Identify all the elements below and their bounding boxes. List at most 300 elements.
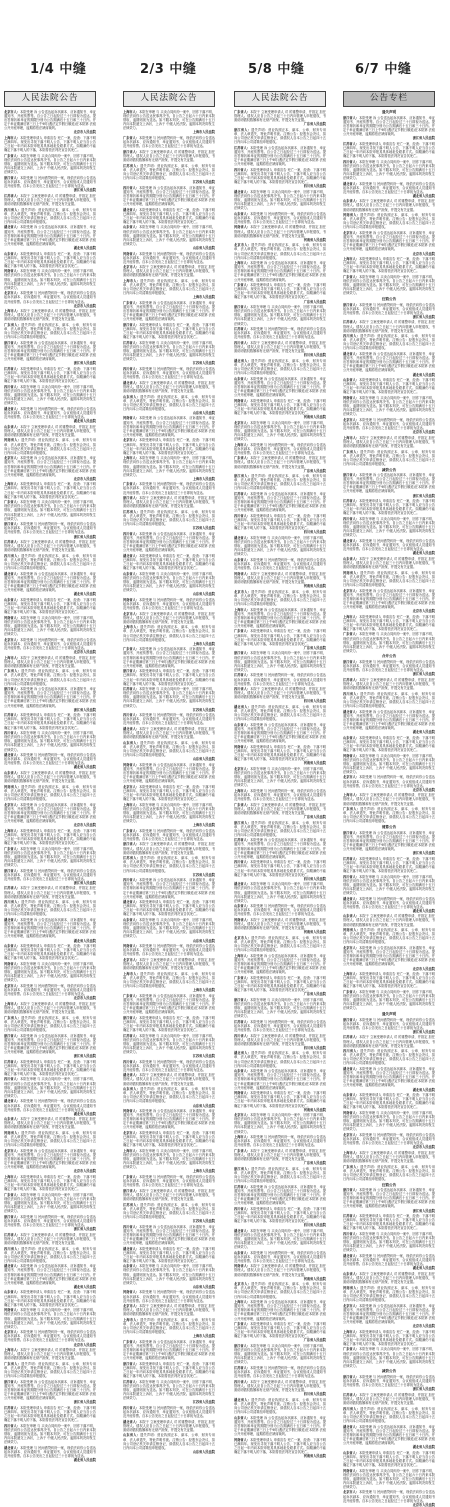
notice-item: 广东省人：本院于 立案受理申请人 对 的重整申请，并指定 担任管理人。债权人应自公告之日起三十日内向管理人申报债权，书面说明债权数额和有无财产担保，并提交有关证据。 广东省人民法院 (234, 802, 326, 819)
notice-item: 四川省人：本院于 立案受理申请人 对 的重整申请，并指定 担任管理人。债权人应自公告之日起三十日内向管理人申报债权，书面说明债权数额和有无财产担保，并提交有关证据。 四川省人民法院 (234, 340, 326, 358)
notice-item: 上海市人：本院受理申请人 申请宣告 死亡一案，经查：下落不明已满四年。现发出寻找下落不明人公告，下落不明人应当自公告之日起一年内向本院申报其具体地址及联系方式。如期满仍不能确定下落不明人的下落，本院将依法判决宣告其死亡。 (4, 136, 96, 153)
notice-item: 山东省人：本院受理申请人 申请宣告 死亡一案，经查：下落不明已满四年。现发出寻找下落不明人公告，下落不明人应当自公告之日起一年内向本院申报其具体地址及联系方式。如期满仍不能确定下落不明人的下落，本院将依法判决宣告其死亡。 (4, 1290, 96, 1307)
notice-item: 江苏省人：本院于 立案受理申请人 对 的重整申请，并指定 担任管理人。债权人应自公告之日起三十日内向管理人申报债权，书面说明债权数额和有无财产担保，并提交有关证据。 (4, 540, 96, 553)
notice-item: 四川省人：本院受理 与 民间借贷纠纷一案，现依法向你公告送达起诉状副本、应诉通知书、举证通知书、合议庭组成人员通知书及开庭传票。自本公告发出之日起经过三十日即视为送达。 (123, 366, 215, 380)
column-header-2: 人民法院公告 (123, 91, 215, 107)
notice-item: 山东省人：本院于 立案受理申请人 对 的重整申请，并指定 担任管理人。债权人应自公告之日起三十日内向管理人申报债权，书面说明债权数额和有无财产担保，并提交有关证据。 (343, 1271, 435, 1285)
notice-item: 上海市人：遗失声明：营业执照正本、副本、公章、财务专用章、法人章遗失，特此声明作废。注销公告：经股东会决议，拟向公司登记机关申请注销登记，请债权人自本公告之日起四十五日内向本公司清算组申报债权。 上海市人民法院 (123, 625, 216, 646)
notice-item: 广东省人：本院受理申请人 申请宣告 死亡一案，经查：下落不明已满四年。现发出寻找下落不明人公告，下落不明人应当自公告之日起一年内向本院申报其具体地址及联系方式。如期满仍不能确定下落不明人的下落，本院将依法判决宣告其死亡。 广东省人民法院 (234, 283, 326, 304)
notice-item: 江苏省人：本院于 立案受理申请人 对 的重整申请，并指定 担任管理人。债权人应自公告之日起三十日内向管理人申报债权，书面说明债权数额和有无财产担保，并提交有关证据。 (343, 1392, 435, 1406)
notice-item: 江苏省人：本院受理申请人 申请宣告 死亡一案，经查：下落不明已满四年。现发出寻找下落不明人公告，下落不明人应当自公告之日起一年内向本院申报其具体地址及联系方式。如期满仍不能确定下落不明人的下落，本院将依法判决宣告其死亡。 (4, 366, 96, 384)
notice-item: 山东省人：本院在审理 与 买卖合同纠纷一案中，因你下落不明，现依法向你公告送达民事判决书。自公告之日起六十日内来本院领取，逾期则视为送达。如不服本判决，可在公告期满后十五日内向本院递交上诉状，上诉于 中级人民法院。逾期本判决即发生法律效力。 山东省人民法院 (123, 1264, 215, 1289)
notice-item: 江苏省人：遗失声明：营业执照正本、副本、公章、财务专用章、法人章遗失，特此声明作废。注销公告：经股东会决议，拟向公司登记机关申请注销登记，请债权人自本公告之日起四十五日内向本公司清算组申报债权。 江苏省人民法院 (123, 163, 216, 184)
notice-item: 上海市人：本院受理申请人 申请宣告 死亡一案，经查：下落不明已满四年。现发出寻找下落不明人公告，下落不明人应当自公告之日起一年内向本院申报其具体地址及联系方式。如期满仍不能确定下落不明人的下落，本院将依法判决宣告其死亡。 (343, 614, 435, 631)
notice-item: 上海市人：本院受理申请人 申请宣告 死亡一案，经查：下落不明已满四年。现发出寻找下落不明人公告，下落不明人应当自公告之日起一年内向本院申报其具体地址及联系方式。如期满仍不能确定下落不明人的下落，本院将依法判决宣告其死亡。 (343, 257, 435, 274)
notice-item: 河南省人：遗失声明：营业执照正本、副本、公章、财务专用章、法人章遗失，特此声明作废。注销公告：经股东会决议，拟向公司登记机关申请注销登记，请债权人自本公告之日起四十五日内向本公司清算组申报债权。 (4, 438, 97, 455)
notice-item: 河南省人：本院受理申请人 申请宣告 死亡一案，经查：下落不明已满四年。现发出寻找下落不明人公告，下落不明人应当自公告之日起一年内向本院申报其具体地址及联系方式。如期满仍不能确定下落不明人的下落，本院将依法判决宣告其死亡。 河南省人民法院 (234, 398, 326, 419)
notice-item: 四川省人：本院受理申请人 申请宣告 死亡一案，经查：下落不明已满四年。现发出寻找下落不明人公告，下落不明人应当自公告之日起一年内向本院申报其具体地址及联系方式。如期满仍不能确定下落不明人的下落，本院将依法判决宣告其死亡。 四川省人民法院 (234, 514, 326, 535)
notice-banner: 减资公告 (381, 1369, 397, 1374)
notice-item: 湖北省人：本院于 立案受理申请人 对 的重整申请，并指定 担任管理人。债权人应自公告之日起三十日内向管理人申报债权，书面说明债权数额和有无财产担保，并提交有关证据。 (123, 727, 215, 740)
notice-item: 北京市人：本院受理 与 民间借贷纠纷一案，现依法向你公告送达起诉状副本、应诉通知书、举证通知书、合议庭组成人员通知书及开庭传票。自本公告发出之日起经过三十日即视为送达。 北京市人民法院 (343, 775, 435, 792)
notice-item: 北京市人：本院在审理 与 买卖合同纠纷一案中，因你下落不明，现依法向你公告送达民事判决书。自公告之日起六十日内来本院领取，逾期则视为送达。如不服本判决，可在公告期满后十五日内向本院递交上诉状，上诉于 中级人民法院。逾期本判决即发生法律效力。 (234, 420, 326, 441)
notice-item: 上海市人：本院于 立案受理申请人 对 的重整申请，并指定 担任管理人。债权人应自公告之日起三十日内向管理人申报债权，书面说明债权数额和有无财产担保，并提交有关证据。 (343, 793, 435, 806)
notice-item: 四川省人：本院在审理 与 买卖合同纠纷一案中，因你下落不明，现依法向你公告送达民事判决书。自公告之日起六十日内来本院领取，逾期则视为送达。如不服本判决，可在公告期满后十五日内向本院递交上诉状，上诉于 中级人民法院。逾期本判决即发生法律效力。 (343, 517, 435, 538)
notice-item: 广东省人：遗失声明：营业执照正本、副本、公章、财务专用章、法人章遗失，特此声明作废。注销公告：经股东会决议，拟向公司登记机关申请注销登记，请债权人自本公告之日起四十五日内向本公司清算组申报债权。 (343, 449, 436, 466)
notice-item: 山东省人：本院受理 与 民间借贷纠纷一案，现依法向你公告送达起诉状副本、应诉通知书、举证通知书、合议庭组成人员通知书及开庭传票。自本公告发出之日起经过三十日即视为送达。 (234, 211, 326, 224)
notice-item: 四川省人：本院受理申请人 申请宣告 死亡一案，经查：下落不明已满四年。现发出寻找下落不明人公告，下落不明人应当自公告之日起一年内向本院申报其具体地址及联系方式。如期满仍不能确定下落不明人的下落，本院将依法判决宣告其死亡。 四川省人民法院 (234, 167, 326, 189)
notice-item: 上海市人：本院于 立案受理申请人 对 的重整申请，并指定 担任管理人。债权人应自公告之日起三十日内向管理人申报债权，书面说明债权数额和有无财产担保，并提交有关证据。 (343, 435, 435, 449)
notice-item: 广东省人：本院于 立案受理申请人 对 的重整申请，并指定 担任管理人。债权人应自公告之日起三十日内向管理人申报债权，书面说明债权数额和有无财产担保，并提交有关证据。 广东省人民法院 (234, 110, 326, 127)
notice-item: 四川省人：本院在审理 与 买卖合同纠纷一案中，因你下落不明，现依法向你公告送达民事判决书。自公告之日起六十日内来本院领取，逾期则视为送达。如不服本判决，可在公告期满后十五日内向本院递交上诉状，上诉于 中级人民法院。逾期本判决即发生法律效力。 (4, 1423, 96, 1445)
label-5-8: 5/8 中缝 (248, 62, 305, 77)
notice-item: 山东省人：本院受理 与 民间借贷纠纷一案，现依法向你公告送达起诉状副本、应诉通知书、举证通知书、合议庭组成人员通知书及开庭传票。自本公告发出之日起经过三十日即视为送达。 (234, 904, 326, 917)
notice-item: 广东省人：本院受理 与 民间借贷纠纷一案，现依法向你公告送达起诉状副本、应诉通知书、举证通知书、合议庭组成人员通知书及开庭传票。自本公告发出之日起经过三十日即视为送达。 (123, 828, 215, 841)
notice-item: 湖北省人：本院受理 诉 公告送达起诉状副本、应诉通知书、举证通知书、开庭传票等。自公告之日起经过三十日即视为送达。提出答辩状和举证的期限分别为公告期满后十五日和三十日内。并定于举证期满后第三日上午9时(遇法定节假日顺延)在本院第 法庭公开开庭审理，逾期将依法缺席裁判。 湖北省人民法院 (4, 571, 96, 597)
notice-item: 北京市人：本院于 立案受理申请人 对 的重整申请，并指定 担任管理人。债权人应自公告之日起三十日内向管理人申报债权，书面说明债权数额和有无财产担保，并提交有关证据。 (123, 265, 215, 278)
notice-item: 湖北省人：本院受理申请人 申请宣告 死亡一案，经查：下落不明已满四年。现发出寻找下落不明人公告，下落不明人应当自公告之日起一年内向本院申报其具体地址及联系方式。如期满仍不能确定下落不明人的下落，本院将依法判决宣告其死亡。 (123, 900, 215, 917)
notice-item: 江苏省人：本院受理 诉 公告送达起诉状副本、应诉通知书、举证通知书、开庭传票等。自公告之日起经过三十日即视为送达。提出答辩状和举证的期限分别为公告期满后十五日和三十日内。并定于举证期满后第三日上午9时(遇法定节假日顺延)在本院第 法庭公开开庭审理，逾期将依法缺席裁判。 (234, 492, 326, 513)
notice-item: 四川省人：本院受理 与 民间借贷纠纷一案，现依法向你公告送达起诉状副本、应诉通知书、举证通知书、合议庭组成人员通知书及开庭传票。自本公告发出之日起经过三十日即视为送达。 (123, 1059, 215, 1072)
notice-item: 湖北省人：本院受理 诉 公告送达起诉状副本、应诉通知书、举证通知书、开庭传票等。自公告之日起经过三十日即视为送达。提出答辩状和举证的期限分别为公告期满后十五日和三十日内。并定于举证期满后第三日上午9时(遇法定节假日顺延)在本院第 法庭公开开庭审理，逾期将依法缺席裁判。 湖北省人民法院 (343, 1067, 435, 1092)
notice-item: 湖北省人：本院在审理 与 买卖合同纠纷一案中，因你下落不明，现依法向你公告送达民事判决书。自公告之日起六十日内来本院领取，逾期则视为送达。如不服本判决，可在公告期满后十五日内向本院递交上诉状，上诉于 中级人民法院。逾期本判决即发生法律效力。 (234, 189, 326, 211)
notice-item: 浙江省人：本院受理 与 民间借贷纠纷一案，现依法向你公告送达起诉状副本、应诉通知书、举证通知书、合议庭组成人员通知书及开庭传票。自本公告发出之日起经过三十日即视为送达。 浙江省人民法院 (4, 175, 96, 193)
notice-item: 四川省人：本院在审理 与 买卖合同纠纷一案中，因你下落不明，现依法向你公告送达民事判决书。自公告之日起六十日内来本院领取，逾期则视为送达。如不服本判决，可在公告期满后十五日内向本院递交上诉状，上诉于 中级人民法院。逾期本判决即发生法律效力。 (343, 1232, 435, 1253)
notice-item: 四川省人：本院于 立案受理申请人 对 的重整申请，并指定 担任管理人。债权人应自公告之日起三十日内向管理人申报债权，书面说明债权数额和有无财产担保，并提交有关证据。 四川省人民法院 (234, 687, 326, 704)
notice-item: 上海市人：遗失声明：营业执照正本、副本、公章、财务专用章、法人章遗失，特此声明作废。注销公告：经股东会决议，拟向公司登记机关申请注销登记，请债权人自本公告之日起四十五日内向本公司清算组申报债权。 上海市人民法院 (123, 279, 216, 300)
notice-item: 广东省人：本院受理 与 民间借贷纠纷一案，现依法向你公告送达起诉状副本、应诉通知书、举证通知书、合议庭组成人员通知书及开庭传票。自本公告发出之日起经过三十日即视为送达。 (123, 136, 215, 149)
notice-item: 四川省人：遗失声明：营业执照正本、副本、公章、财务专用章、法人章遗失，特此声明作废。注销公告：经股东会决议，拟向公司登记机关申请注销登记，请债权人自本公告之日起四十五日内向本公司清算组申报债权。 (343, 691, 436, 708)
notice-item: 浙江省人：本院受理申请人 申请宣告 死亡一案，经查：下落不明已满四年。现发出寻找下落不明人公告，下落不明人应当自公告之日起一年内向本院申报其具体地址及联系方式。如期满仍不能确定下落不明人的下落，本院将依法判决宣告其死亡。 (123, 669, 215, 686)
notice-item: 河南省人：本院受理 与 民间借贷纠纷一案，现依法向你公告送达起诉状副本、应诉通知书、举证通知书、合议庭组成人员通知书及开庭传票。自本公告发出之日起经过三十日即视为送达。 (123, 251, 215, 264)
notice-item: 上海市人：本院受理 诉 公告送达起诉状副本、应诉通知书、举证通知书、开庭传票等。自公告之日起经过三十日即视为送达。提出答辩状和举证的期限分别为公告期满后十五日和三十日内。并定于举证期满后第三日上午9时(遇法定节假日顺延)在本院第 法庭公开开庭审理，逾期将依法缺席裁判。 (234, 953, 326, 975)
notice-item: 上海市人：本院于 立案受理申请人 对 的重整申请，并指定 担任管理人。债权人应自公告之日起三十日内向管理人申报债权，书面说明债权数额和有无财产担保，并提交有关证据。 (4, 309, 96, 322)
notice-item: 四川省人：本院受理申请人 申请宣告 死亡一案，经查：下落不明已满四年。现发出寻找下落不明人公告，下落不明人应当自公告之日起一年内向本院申报其具体地址及联系方式。如期满仍不能确定下落不明人的下落，本院将依法判决宣告其死亡。 四川省人民法院 (234, 860, 326, 881)
notice-item: 广东省人：本院受理申请人 申请宣告 死亡一案，经查：下落不明已满四年。现发出寻找下落不明人公告，下落不明人应当自公告之日起一年内向本院申报其具体地址及联系方式。如期满仍不能确定下落不明人的下落，本院将依法判决宣告其死亡。 广东省人民法院 (234, 629, 326, 650)
notice-banner: 遗失声明 (381, 110, 397, 114)
notice-item: 四川省人：本院受理 诉 公告送达起诉状副本、应诉通知书、举证通知书、开庭传票等。自公告之日起经过三十日即视为送达。提出答辩状和举证的期限分别为公告期满后十五日和三十日内。并定于举证期满后第三日上午9时(遇法定节假日顺延)在本院第 法庭公开开庭审理，逾期将依法缺席裁判。 (123, 185, 215, 206)
notice-item: 江苏省人：本院受理申请人 申请宣告 死亡一案，经查：下落不明已满四年。现发出寻找下落不明人公告，下落不明人应当自公告之日起一年内向本院申报其具体地址及联系方式。如期满仍不能确定下落不明人的下落，本院将依法判决宣告其死亡。 (343, 141, 435, 158)
notice-item: 上海市人：遗失声明：营业执照正本、副本、公章、财务专用章、法人章遗失，特此声明作废。注销公告：经股东会决议，拟向公司登记机关申请注销登记，请债权人自本公告之日起四十五日内向本公司清算组申报债权。 上海市人民法院 (123, 971, 216, 993)
notice-item: 广东省人：本院受理申请人 申请宣告 死亡一案，经查：下落不明已满四年。现发出寻找下落不明人公告，下落不明人应当自公告之日起一年内向本院申报其具体地址及联系方式。如期满仍不能确定下落不明人的下落，本院将依法判决宣告其死亡。 广东省人民法院 (234, 975, 326, 997)
notice-item: 湖北省人：遗失声明：营业执照正本、副本、公章、财务专用章、法人章遗失，特此声明作废。注销公告：经股东会决议，拟向公司登记机关申请注销登记，请债权人自本公告之日起四十五日内向本公司清算组申报债权。 (234, 1397, 327, 1414)
notice-item: 江苏省人：本院受理申请人 申请宣告 死亡一案，经查：下落不明已满四年。现发出寻找下落不明人公告，下落不明人应当自公告之日起一年内向本院申报其具体地址及联系方式。如期满仍不能确定下落不明人的下落，本院将依法判决宣告其死亡。 (4, 713, 96, 730)
notice-item: 浙江省人：本院在审理 与 买卖合同纠纷一案中，因你下落不明，现依法向你公告送达民事判决书。自公告之日起六十日内来本院领取，逾期则视为送达。如不服本判决，可在公告期满后十五日内向本院递交上诉状，上诉于 中级人民法院。逾期本判决即发生法律效力。 (234, 997, 326, 1019)
notice-item: 广东省人：本院在审理 与 买卖合同纠纷一案中，因你下落不明，现依法向你公告送达民事判决书。自公告之日起六十日内来本院领取，逾期则视为送达。如不服本判决，可在公告期满后十五日内向本院递交上诉状，上诉于 中级人民法院。逾期本判决即发生法律效力。 (343, 632, 435, 653)
notice-item: 广东省人：遗失声明：营业执照正本、副本、公章、财务专用章、法人章遗失，特此声明作废。注销公告：经股东会决议，拟向公司登记机关申请注销登记，请债权人自本公告之日起四十五日内向本公司清算组申报债权。 (343, 1164, 436, 1181)
column-3 (234, 91, 327, 1458)
notice-item: 湖北省人：遗失声明：营业执照正本、副本、公章、财务专用章、法人章遗失，特此声明作废。注销公告：经股东会决议，拟向公司登记机关申请注销登记，请债权人自本公告之日起四十五日内向本公司清算组申报债权。 (234, 705, 327, 722)
notice-item: 浙江省人：本院受理申请人 申请宣告 死亡一案，经查：下落不明已满四年。现发出寻找下落不明人公告，下落不明人应当自公告之日起一年内向本院申报其具体地址及联系方式。如期满仍不能确定下落不明人的下落，本院将依法判决宣告其死亡。 (123, 1361, 215, 1379)
notice-item: 河南省人：本院受理申请人 申请宣告 死亡一案，经查：下落不明已满四年。现发出寻找下落不明人公告，下落不明人应当自公告之日起一年内向本院申报其具体地址及联系方式。如期满仍不能确定下落不明人的下落，本院将依法判决宣告其死亡。 河南省人民法院 (234, 744, 326, 766)
notice-item: 山东省人：本院受理 诉 公告送达起诉状副本、应诉通知书、举证通知书、开庭传票等。自公告之日起经过三十日即视为送达。提出答辩状和举证的期限分别为公告期满后十五日和三十日内。并定于举证期满后第三日上午9时(遇法定节假日顺延)在本院第 法庭公开开庭审理，逾期将依法缺席裁判。 (234, 376, 326, 397)
notice-item: 北京市人：本院受理 诉 公告送达起诉状副本、应诉通知书、举证通知书、开庭传票等。自公告之日起经过三十日即视为送达。提出答辩状和举证的期限分别为公告期满后十五日和三十日内。并定于举证期满后第三日上午9时(遇法定节假日顺延)在本院第 法庭公开开庭审理，逾期将依法缺席裁判。 北京市人民法院 (4, 1148, 96, 1174)
notice-item: 浙江省人：本院在审理 与 买卖合同纠纷一案中，因你下落不明，现依法向你公告送达民事判决书。自公告之日起六十日内来本院领取，逾期则视为送达。如不服本判决，可在公告期满后十五日内向本院递交上诉状，上诉于 中级人民法院。逾期本判决即发生法律效力。 (234, 651, 326, 672)
notice-item: 河南省人：本院于 立案受理申请人 对 的重整申请，并指定 担任管理人。债权人应自公告之日起三十日内向管理人申报债权，书面说明债权数额和有无财产担保，并提交有关证据。 河南省人民法院 (234, 1264, 326, 1281)
notice-item: 四川省人：本院于 立案受理申请人 对 的重整申请，并指定 担任管理人。债权人应自公告之日起三十日内向管理人申报债权，书面说明债权数额和有无财产担保，并提交有关证据。 四川省人民法院 (234, 1033, 326, 1050)
notice-item: 四川省人：本院在审理 与 买卖合同纠纷一案中，因你下落不明，现依法向你公告送达民事判决书。自公告之日起六十日内来本院领取，逾期则视为送达。如不服本判决，可在公告期满后十五日内向本院递交上诉状，上诉于 中级人民法院。逾期本判决即发生法律效力。 (343, 874, 435, 895)
notice-item: 山东省人：遗失声明：营业执照正本、副本、公章、财务专用章、法人章遗失，特此声明作废。注销公告：经股东会决议，拟向公司登记机关申请注销登记，请债权人自本公告之日起四十五日内向本公司清算组申报债权。 山东省人民法院 (123, 1433, 216, 1454)
column-header-1: 人民法院公告 (4, 91, 96, 107)
notice-item: 河南省人：遗失声明：营业执照正本、副本、公章、财务专用章、法人章遗失，特此声明作废。注销公告：经股东会决议，拟向公司登记机关申请注销登记，请债权人自本公告之日起四十五日内向本公司清算组申报债权。 (4, 1131, 97, 1148)
notice-item: 湖北省人：遗失声明：营业执照正本、副本、公章、财务专用章、法人章遗失，特此声明作废。注销公告：经股东会决议，拟向公司登记机关申请注销登记，请债权人自本公告之日起四十五日内向本公司清算组申报债权。 (234, 1051, 327, 1068)
column-1 (4, 91, 97, 1462)
notice-item: 浙江省人：本院受理 与 民间借贷纠纷一案，现依法向你公告送达起诉状副本、应诉通知书、举证通知书、合议庭组成人员通知书及开庭传票。自本公告发出之日起经过三十日即视为送达。 浙江省人民法院 (343, 660, 435, 677)
notice-item: 北京市人：本院受理申请人 申请宣告 死亡一案，经查：下落不明已满四年。现发出寻找下落不明人公告，下落不明人应当自公告之日起一年内向本院申报其具体地址及联系方式。如期满仍不能确定下落不明人的下落，本院将依法判决宣告其死亡。 (123, 784, 215, 802)
notice-item: 江苏省人：本院于 立案受理申请人 对 的重整申请，并指定 担任管理人。债权人应自公告之日起三十日内向管理人申报债权，书面说明债权数额和有无财产担保，并提交有关证据。 (343, 677, 435, 691)
notice-item: 北京市人：本院受理 与 民间借贷纠纷一案，现依法向你公告送达起诉状副本、应诉通知书、举证通知书、合议庭组成人员通知书及开庭传票。自本公告发出之日起经过三十日即视为送达。 北京市人民法院 (4, 291, 96, 308)
notice-item: 广东省人：本院受理 诉 公告送达起诉状副本、应诉通知书、举证通知书、开庭传票等。自公告之日起经过三十日即视为送达。提出答辩状和举证的期限分别为公告期满后十五日和三十日内。并定于举证期满后第三日上午9时(遇法定节假日顺延)在本院第 法庭公开开庭审理，逾期将依法缺席裁判。 (123, 301, 215, 322)
notice-item: 广东省人：本院在审理 与 买卖合同纠纷一案中，因你下落不明，现依法向你公告送达民事判决书。自公告之日起六十日内来本院领取，逾期则视为送达。如不服本判决，可在公告期满后十五日内向本院递交上诉状，上诉于 中级人民法院。逾期本判决即发生法律效力。 (4, 500, 96, 521)
notice-item: 湖北省人：本院受理 与 民间借贷纠纷一案，现依法向你公告送达起诉状副本、应诉通知书、举证通知书、合议庭组成人员通知书及开庭传票。自本公告发出之日起经过三十日即视为送达。 湖北省人民法院 (343, 1254, 435, 1271)
notice-item: 浙江省人：本院受理 诉 公告送达起诉状副本、应诉通知书、举证通知书、开庭传票等。自公告之日起经过三十日即视为送达。提出答辩状和举证的期限分别为公告期满后十五日和三十日内。并定于举证期满后第三日上午9时(遇法定节假日顺延)在本院第 法庭公开开庭审理，逾期将依法缺席裁判。 浙江省人民法院 (4, 340, 96, 366)
column-2 (123, 91, 216, 1454)
notice-item: 北京市人：本院受理 与 民间借贷纠纷一案，现依法向你公告送达起诉状副本、应诉通知书、举证通知书、合议庭组成人员通知书及开庭传票。自本公告发出之日起经过三十日即视为送达。 北京市人民法院 (4, 983, 96, 1001)
notice-item: 浙江省人：本院于 立案受理申请人 对 的重整申请，并指定 担任管理人。债权人应自公告之日起三十日内向管理人申报债权，书面说明债权数额和有无财产担保，并提交有关证据。 (123, 149, 215, 163)
notice-item: 河南省人：本院在审理 与 买卖合同纠纷一案中，因你下落不明，现依法向你公告送达民事判决书。自公告之日起六十日内来本院领取，逾期则视为送达。如不服本判决，可在公告期满后十五日内向本院递交上诉状，上诉于 中级人民法院。逾期本判决即发生法律效力。 (343, 1468, 435, 1489)
notice-item: 四川省人：遗失声明：营业执照正本、副本、公章、财务专用章、法人章遗失，特此声明作废。注销公告：经股东会决议，拟向公司登记机关申请注销登记，请债权人自本公告之日起四十五日内向本公司清算组申报债权。 (4, 553, 97, 571)
notice-item: 北京市人：本院受理申请人 申请宣告 死亡一案，经查：下落不明已满四年。现发出寻找下落不明人公告，下落不明人应当自公告之日起一年内向本院申报其具体地址及联系方式。如期满仍不能确定下落不明人的下落，本院将依法判决宣告其死亡。 (123, 1131, 215, 1148)
notice-item: 山东省人：本院在审理 与 买卖合同纠纷一案中，因你下落不明，现依法向你公告送达民事判决书。自公告之日起六十日内来本院领取，逾期则视为送达。如不服本判决，可在公告期满后十五日内向本院递交上诉状，上诉于 中级人民法院。逾期本判决即发生法律效力。 山东省人民法院 (123, 225, 215, 250)
notice-item: 湖北省人：本院受理 与 民间借贷纠纷一案，现依法向你公告送达起诉状副本、应诉通知书、举证通知书、合议庭组成人员通知书及开庭传票。自本公告发出之日起经过三十日即视为送达。 湖北省人民法院 (343, 181, 435, 198)
notice-item: 山东省人：本院于 立案受理申请人 对 的重整申请，并指定 担任管理人。债权人应自公告之日起三十日内向管理人申报债权，书面说明债权数额和有无财产担保，并提交有关证据。 (343, 556, 435, 570)
notice-item: 浙江省人：遗失声明：营业执照正本、副本、公章、财务专用章、法人章遗失，特此声明作废。注销公告：经股东会决议，拟向公司登记机关申请注销登记，请债权人自本公告之日起四十五日内向本公司清算组申报债权。 (234, 1166, 327, 1184)
notice-item: 江苏省人：本院受理申请人 申请宣告 死亡一案，经查：下落不明已满四年。现发出寻找下落不明人公告，下落不明人应当自公告之日起一年内向本院申报其具体地址及联系方式。如期满仍不能确定下落不明人的下落，本院将依法判决宣告其死亡。 (4, 1059, 96, 1076)
notice-item: 江苏省人：本院受理 诉 公告送达起诉状副本、应诉通知书、举证通知书、开庭传票等。自公告之日起经过三十日即视为送达。提出答辩状和举证的期限分别为公告期满后十五日和三十日内。并定于举证期满后第三日上午9时(遇法定节假日顺延)在本院第 法庭公开开庭审理，逾期将依法缺席裁判。 (234, 1184, 326, 1206)
notice-item: 广东省人：本院受理 诉 公告送达起诉状副本、应诉通知书、举证通知书、开庭传票等。自公告之日起经过三十日即视为送达。提出答辩状和举证的期限分别为公告期满后十五日和三十日内。并定于举证期满后第三日上午9时(遇法定节假日顺延)在本院第 法庭公开开庭审理，逾期将依法缺席裁判。 (123, 1339, 215, 1361)
label-1-4: 1/4 中缝 (30, 62, 87, 77)
notice-item: 江苏省人：遗失声明：营业执照正本、副本、公章、财务专用章、法人章遗失，特此声明作废。注销公告：经股东会决议，拟向公司登记机关申请注销登记，请债权人自本公告之日起四十五日内向本公司清算组申报债权。 江苏省人民法院 (123, 1202, 216, 1223)
notice-item: 河南省人：遗失声明：营业执照正本、副本、公章、财务专用章、法人章遗失，特此声明作废。注销公告：经股东会决议，拟向公司登记机关申请注销登记，请债权人自本公告之日起四十五日内向本公司清算组申报债权。 (343, 570, 436, 587)
notice-item: 四川省人：本院受理 诉 公告送达起诉状副本、应诉通知书、举证通知书、开庭传票等。自公告之日起经过三十日即视为送达。提出答辩状和举证的期限分别为公告期满后十五日和三十日内。并定于举证期满后第三日上午9时(遇法定节假日顺延)在本院第 法庭公开开庭审理，逾期将依法缺席裁判。 (123, 531, 215, 553)
notice-item: 上海市人：本院在审理 与 买卖合同纠纷一案中，因你下落不明，现依法向你公告送达民事判决书。自公告之日起六十日内来本院领取，逾期则视为送达。如不服本判决，可在公告期满后十五日内向本院递交上诉状，上诉于 中级人民法院。逾期本判决即发生法律效力。 上海市人民法院 (123, 110, 215, 135)
notice-item: 广东省人：本院在审理 与 买卖合同纠纷一案中，因你下落不明，现依法向你公告送达民事判决书。自公告之日起六十日内来本院领取，逾期则视为送达。如不服本判决，可在公告期满后十五日内向本院递交上诉状，上诉于 中级人民法院。逾期本判决即发生法律效力。 (4, 846, 96, 867)
notice-item: 广东省人：本院于 立案受理申请人 对 的重整申请，并指定 担任管理人。债权人应自公告之日起三十日内向管理人申报债权，书面说明债权数额和有无财产担保，并提交有关证据。 广东省人民法院 (234, 456, 326, 473)
notice-item: 上海市人：本院受理 与 民间借贷纠纷一案，现依法向你公告送达起诉状副本、应诉通知书、举证通知书、合议庭组成人员通知书及开庭传票。自本公告发出之日起经过三十日即视为送达。 (234, 442, 326, 455)
notice-item: 浙江省人：本院受理 诉 公告送达起诉状副本、应诉通知书、举证通知书、开庭传票等。自公告之日起经过三十日即视为送达。提出答辩状和举证的期限分别为公告期满后十五日和三十日内。并定于举证期满后第三日上午9时(遇法定节假日顺延)在本院第 法庭公开开庭审理，逾期将依法缺席裁判。 浙江省人民法院 (4, 1379, 96, 1405)
notice-item: 浙江省人：本院在审理 与 买卖合同纠纷一案中，因你下落不明，现依法向你公告送达民事判决书。自公告之日起六十日内来本院领取，逾期则视为送达。如不服本判决，可在公告期满后十五日内向本院递交上诉状，上诉于 中级人民法院。逾期本判决即发生法律效力。 (234, 305, 326, 326)
notice-item: 河南省人：本院受理 诉 公告送达起诉状副本、应诉通知书、举证通知书、开庭传票等。自公告之日起经过三十日即视为送达。提出答辩状和举证的期限分别为公告期满后十五日和三十日内。并定于举证期满后第三日上午9时(遇法定节假日顺延)在本院第 法庭公开开庭审理，逾期将依法缺席裁判。 (123, 1109, 215, 1130)
notice-item: 湖北省人：本院受理 诉 公告送达起诉状副本、应诉通知书、举证通知书、开庭传票等。自公告之日起经过三十日即视为送达。提出答辩状和举证的期限分别为公告期满后十五日和三十日内。并定于举证期满后第三日上午9时(遇法定节假日顺延)在本院第 法庭公开开庭审理，逾期将依法缺席裁判。 湖北省人民法院 (343, 1424, 435, 1450)
notice-item: 山东省人：本院在审理 与 买卖合同纠纷一案中，因你下落不明，现依法向你公告送达民事判决书。自公告之日起六十日内来本院领取，逾期则视为送达。如不服本判决，可在公告期满后十五日内向本院递交上诉状，上诉于 中级人民法院。逾期本判决即发生法律效力。 山东省人民法院 (123, 918, 215, 943)
notice-item: 浙江省人：本院受理 与 民间借贷纠纷一案，现依法向你公告送达起诉状副本、应诉通知书、举证通知书、合议庭组成人员通知书及开庭传票。自本公告发出之日起经过三十日即视为送达。 浙江省人民法院 (343, 302, 435, 319)
notice-item: 四川省人：遗失声明：营业执照正本、副本、公章、财务专用章、法人章遗失，特此声明作废。注销公告：经股东会决议，拟向公司登记机关申请注销登记，请债权人自本公告之日起四十五日内向本公司清算组申报债权。 (4, 207, 97, 224)
notice-item: 河南省人：本院于 立案受理申请人 对 的重整申请，并指定 担任管理人。债权人应自公告之日起三十日内向管理人申报债权，书面说明债权数额和有无财产担保，并提交有关证据。 河南省人民法院 (234, 225, 326, 242)
notice-item: 北京市人：本院受理 诉 公告送达起诉状副本、应诉通知书、举证通知书、开庭传票等。自公告之日起经过三十日即视为送达。提出答辩状和举证的期限分别为公告期满后十五日和三十日内。并定于举证期满后第三日上午9时(遇法定节假日顺延)在本院第 法庭公开开庭审理，逾期将依法缺席裁判。 北京市人民法院 (343, 588, 435, 613)
notice-item: 江苏省人：本院于 立案受理申请人 对 的重整申请，并指定 担任管理人。债权人应自公告之日起三十日内向管理人申报债权，书面说明债权数额和有无财产担保，并提交有关证据。 (4, 193, 96, 206)
notice-item: 江苏省人：遗失声明：营业执照正本、副本、公章、财务专用章、法人章遗失，特此声明作废。注销公告：经股东会决议，拟向公司登记机关申请注销登记，请债权人自本公告之日起四十五日内向本公司清算组申报债权。 江苏省人民法院 (123, 856, 216, 877)
notice-item: 湖北省人：本院受理 与 民间借贷纠纷一案，现依法向你公告送达起诉状副本、应诉通知书、举证通知书、合议庭组成人员通知书及开庭传票。自本公告发出之日起经过三十日即视为送达。 湖北省人民法院 (4, 1445, 96, 1462)
notice-item: 四川省人：本院受理 诉 公告送达起诉状副本、应诉通知书、举证通知书、开庭传票等。自公告之日起经过三十日即视为送达。提出答辩状和举证的期限分别为公告期满后十五日和三十日内。并定于举证期满后第三日上午9时(遇法定节假日顺延)在本院第 法庭公开开庭审理，逾期将依法缺席裁判。 (123, 1224, 215, 1245)
notice-item: 山东省人：本院于 立案受理申请人 对 的重整申请，并指定 担任管理人。债权人应自公告之日起三十日内向管理人申报债权，书面说明债权数额和有无财产担保，并提交有关证据。 (4, 424, 96, 437)
notice-item: 上海市人：本院于 立案受理申请人 对 的重整申请，并指定 担任管理人。债权人应自公告之日起三十日内向管理人申报债权，书面说明债权数额和有无财产担保，并提交有关证据。 (4, 1348, 96, 1361)
notice-item: 四川省人：本院受理 与 民间借贷纠纷一案，现依法向你公告送达起诉状副本、应诉通知书、举证通知书、合议庭组成人员通知书及开庭传票。自本公告发出之日起经过三十日即视为送达。 (123, 713, 215, 726)
notice-item: 河南省人：遗失声明：营业执照正本、副本、公章、财务专用章、法人章遗失，特此声明作废。注销公告：经股东会决议，拟向公司登记机关申请注销登记，请债权人自本公告之日起四十五日内向本公司清算组申报债权。 (4, 784, 97, 802)
notice-item: 河南省人：本院受理申请人 申请宣告 死亡一案，经查：下落不明已满四年。现发出寻找下落不明人公告，下落不明人应当自公告之日起一年内向本院申报其具体地址及联系方式。如期满仍不能确定下落不明人的下落，本院将依法判决宣告其死亡。 河南省人民法院 (234, 1091, 326, 1112)
notice-item: 北京市人：本院受理 与 民间借贷纠纷一案，现依法向你公告送达起诉状副本、应诉通知书、举证通知书、合议庭组成人员通知书及开庭传票。自本公告发出之日起经过三十日即视为送达。 北京市人民法院 (4, 637, 96, 654)
notice-item: 广东省人：遗失声明：营业执照正本、副本、公章、财务专用章、法人章遗失，特此声明作废。注销公告：经股东会决议，拟向公司登记机关申请注销登记，请债权人自本公告之日起四十五日内向本公司清算组申报债权。 (4, 1015, 97, 1032)
notice-item: 河南省人：遗失声明：营业执照正本、副本、公章、财务专用章、法人章遗失，特此声明作废。注销公告：经股东会决议，拟向公司登记机关申请注销登记，请债权人自本公告之日起四十五日内向本公司清算组申报债权。 (343, 213, 436, 230)
notice-item: 山东省人：本院受理申请人 申请宣告 死亡一案，经查：下落不明已满四年。现发出寻找下落不明人公告，下落不明人应当自公告之日起一年内向本院申报其具体地址及联系方式。如期满仍不能确定下落不明人的下落，本院将依法判决宣告其死亡。 (4, 597, 96, 615)
notice-item: 上海市人：本院于 立案受理申请人 对 的重整申请，并指定 担任管理人。债权人应自公告之日起三十日内向管理人申报债权，书面说明债权数额和有无财产担保，并提交有关证据。 (4, 655, 96, 668)
notice-item: 浙江省人：遗失声明：营业执照正本、副本、公章、财务专用章、法人章遗失，特此声明作废。注销公告：经股东会决议，拟向公司登记机关申请注销登记，请债权人自本公告之日起四十五日内向本公司清算组申报债权。 (234, 474, 327, 491)
notice-item: 广东省人：本院受理 与 民间借贷纠纷一案，现依法向你公告送达起诉状副本、应诉通知书、举证通知书、合议庭组成人员通知书及开庭传票。自本公告发出之日起经过三十日即视为送达。 (123, 482, 215, 495)
notice-item: 浙江省人：本院受理 诉 公告送达起诉状副本、应诉通知书、举证通知书、开庭传票等。自公告之日起经过三十日即视为送达。提出答辩状和举证的期限分别为公告期满后十五日和三十日内。并定于举证期满后第三日上午9时(遇法定节假日顺延)在本院第 法庭公开开庭审理，逾期将依法缺席裁判。 浙江省人民法院 (343, 830, 435, 856)
notice-item: 广东省人：本院在审理 与 买卖合同纠纷一案中，因你下落不明，现依法向你公告送达民事判决书。自公告之日起六十日内来本院领取，逾期则视为送达。如不服本判决，可在公告期满后十五日内向本院递交上诉状，上诉于 中级人民法院。逾期本判决即发生法律效力。 (343, 1347, 435, 1368)
notice-item: 上海市人：本院受理 诉 公告送达起诉状副本、应诉通知书、举证通知书、开庭传票等。自公告之日起经过三十日即视为送达。提出答辩状和举证的期限分别为公告期满后十五日和三十日内。并定于举证期满后第三日上午9时(遇法定节假日顺延)在本院第 法庭公开开庭审理，逾期将依法缺席裁判。 (234, 1300, 326, 1321)
notice-item: 上海市人：本院在审理 与 买卖合同纠纷一案中，因你下落不明，现依法向你公告送达民事判决书。自公告之日起六十日内来本院领取，逾期则视为送达。如不服本判决，可在公告期满后十五日内向本院递交上诉状，上诉于 中级人民法院。逾期本判决即发生法律效力。 上海市人民法院 (123, 802, 215, 828)
notice-item: 四川省人：本院受理 与 民间借贷纠纷一案，现依法向你公告送达起诉状副本、应诉通知书、举证通知书、合议庭组成人员通知书及开庭传票。自本公告发出之日起经过三十日即视为送达。 (123, 1405, 215, 1419)
notice-item: 四川省人：遗失声明：营业执照正本、副本、公章、财务专用章、法人章遗失，特此声明作废。注销公告：经股东会决议，拟向公司登记机关申请注销登记，请债权人自本公告之日起四十五日内向本公司清算组申报债权。 (343, 334, 436, 351)
notice-item: 江苏省人：本院于 立案受理申请人 对 的重整申请，并指定 担任管理人。债权人应自公告之日起三十日内向管理人申报债权，书面说明债权数额和有无财产担保，并提交有关证据。 (343, 1035, 435, 1048)
notice-item: 山东省人：本院受理 诉 公告送达起诉状副本、应诉通知书、举证通知书、开庭传票等。自公告之日起经过三十日即视为送达。提出答辩状和举证的期限分别为公告期满后十五日和三十日内。并定于举证期满后第三日上午9时(遇法定节假日顺延)在本院第 法庭公开开庭审理，逾期将依法缺席裁判。 (234, 1069, 326, 1090)
notice-item: 广东省人：本院在审理 与 买卖合同纠纷一案中，因你下落不明，现依法向你公告送达民事判决书。自公告之日起六十日内来本院领取，逾期则视为送达。如不服本判决，可在公告期满后十五日内向本院递交上诉状，上诉于 中级人民法院。逾期本判决即发生法律效力。 (4, 1192, 96, 1214)
notice-banner: 清算公告 (381, 825, 397, 829)
notice-item: 上海市人：本院于 立案受理申请人 对 的重整申请，并指定 担任管理人。债权人应自公告之日起三十日内向管理人申报债权，书面说明债权数额和有无财产担保，并提交有关证据。 (4, 1001, 96, 1015)
notice-item: 广东省人：遗失声明：营业执照正本、副本、公章、财务专用章、法人章遗失，特此声明作废。注销公告：经股东会决议，拟向公司登记机关申请注销登记，请债权人自本公告之日起四十五日内向本公司清算组申报债权。 (343, 807, 436, 824)
notice-item: 浙江省人：本院受理 与 民间借贷纠纷一案，现依法向你公告送达起诉状副本、应诉通知书、举证通知书、合议庭组成人员通知书及开庭传票。自本公告发出之日起经过三十日即视为送达。 浙江省人民法院 (4, 868, 96, 885)
notice-item: 浙江省人：本院受理 与 民间借贷纠纷一案，现依法向你公告送达起诉状副本、应诉通知书、举证通知书、合议庭组成人员通知书及开庭传票。自本公告发出之日起经过三十日即视为送达。 浙江省人民法院 (343, 1017, 435, 1034)
notice-item: 北京市人：本院受理 与 民间借贷纠纷一案，现依法向你公告送达起诉状副本、应诉通知书、举证通知书、合议庭组成人员通知书及开庭传票。自本公告发出之日起经过三十日即视为送达。 北京市人民法院 (343, 417, 435, 435)
notice-item: 河南省人：本院受理 诉 公告送达起诉状副本、应诉通知书、举证通知书、开庭传票等。自公告之日起经过三十日即视为送达。提出答辩状和举证的期限分别为公告期满后十五日和三十日内。并定于举证期满后第三日上午9时(遇法定节假日顺延)在本院第 法庭公开开庭审理，逾期将依法缺席裁判。 (123, 416, 215, 437)
notice-item: 山东省人：本院于 立案受理申请人 对 的重整申请，并指定 担任管理人。债权人应自公告之日起三十日内向管理人申报债权，书面说明债权数额和有无财产担保，并提交有关证据。 (343, 914, 435, 927)
notice-item: 浙江省人：本院受理 诉 公告送达起诉状副本、应诉通知书、举证通知书、开庭传票等。自公告之日起经过三十日即视为送达。提出答辩状和举证的期限分别为公告期满后十五日和三十日内。并定于举证期满后第三日上午9时(遇法定节假日顺延)在本院第 法庭公开开庭审理，逾期将依法缺席裁判。 浙江省人民法院 (4, 687, 96, 712)
notice-item: 江苏省人：本院在审理 与 买卖合同纠纷一案中，因你下落不明，现依法向你公告送达民事判决书。自公告之日起六十日内来本院领取，逾期则视为送达。如不服本判决，可在公告期满后十五日内向本院递交上诉状，上诉于 中级人民法院。逾期本判决即发生法律效力。 江苏省人民法院 (123, 687, 215, 712)
notice-item: 湖北省人：本院受理申请人 申请宣告 死亡一案，经查：下落不明已满四年。现发出寻找下落不明人公告，下落不明人应当自公告之日起一年内向本院申报其具体地址及联系方式。如期满仍不能确定下落不明人的下落，本院将依法判决宣告其死亡。 (123, 207, 215, 224)
notice-item: 湖北省人：本院于 立案受理申请人 对 的重整申请，并指定 担任管理人。债权人应自公告之日起三十日内向管理人申报债权，书面说明债权数额和有无财产担保，并提交有关证据。 (123, 380, 215, 393)
notice-item: 广东省人：遗失声明：营业执照正本、副本、公章、财务专用章、法人章遗失，特此声明作废。注销公告：经股东会决议，拟向公司登记机关申请注销登记，请债权人自本公告之日起四十五日内向本公司清算组申报债权。 (4, 1361, 97, 1379)
column-header-3: 人民法院公告 (234, 91, 326, 107)
notice-item: 河南省人：遗失声明：营业执照正本、副本、公章、财务专用章、法人章遗失，特此声明作废。注销公告：经股东会决议，拟向公司登记机关申请注销登记，请债权人自本公告之日起四十五日内向本公司清算组申报债权。 (343, 1285, 436, 1302)
notice-item: 浙江省人：本院受理 诉 公告送达起诉状副本、应诉通知书、举证通知书、开庭传票等。自公告之日起经过三十日即视为送达。提出答辩状和举证的期限分别为公告期满后十五日和三十日内。并定于举证期满后第三日上午9时(遇法定节假日顺延)在本院第 法庭公开开庭审理，逾期将依法缺席裁判。 浙江省人民法院 (343, 473, 435, 498)
notice-item: 江苏省人：本院受理 与 民间借贷纠纷一案，现依法向你公告送达起诉状副本、应诉通知书、举证通知书、合议庭组成人员通知书及开庭传票。自本公告发出之日起经过三十日即视为送达。 (234, 1019, 326, 1032)
notice-item: 北京市人：本院受理 诉 公告送达起诉状副本、应诉通知书、举证通知书、开庭传票等。自公告之日起经过三十日即视为送达。提出答辩状和举证的期限分别为公告期满后十五日和三十日内。并定于举证期满后第三日上午9时(遇法定节假日顺延)在本院第 法庭公开开庭审理，逾期将依法缺席裁判。 北京市人民法院 (343, 1303, 435, 1328)
notice-item: 河南省人：本院在审理 与 买卖合同纠纷一案中，因你下落不明，现依法向你公告送达民事判决书。自公告之日起六十日内来本院领取，逾期则视为送达。如不服本判决，可在公告期满后十五日内向本院递交上诉状，上诉于 中级人民法院。逾期本判决即发生法律效力。 (343, 753, 435, 774)
notice-item: 浙江省人：本院受理 诉 公告送达起诉状副本、应诉通知书、举证通知书、开庭传票等。自公告之日起经过三十日即视为送达。提出答辩状和举证的期限分别为公告期满后十五日和三十日内。并定于举证期满后第三日上午9时(遇法定节假日顺延)在本院第 法庭公开开庭审理，逾期将依法缺席裁判。 浙江省人民法院 (343, 115, 435, 141)
notice-item: 北京市人：本院受理 诉 公告送达起诉状副本、应诉通知书、举证通知书、开庭传票等。自公告之日起经过三十日即视为送达。提出答辩状和举证的期限分别为公告期满后十五日和三十日内。并定于举证期满后第三日上午9时(遇法定节假日顺延)在本院第 法庭公开开庭审理，逾期将依法缺席裁判。 北京市人民法院 (4, 802, 96, 828)
notice-item: 四川省人：遗失声明：营业执照正本、副本、公章、财务专用章、法人章遗失，特此声明作废。注销公告：经股东会决议，拟向公司登记机关申请注销登记，请债权人自本公告之日起四十五日内向本公司清算组申报债权。 (4, 900, 97, 917)
notice-item: 广东省人：本院于 立案受理申请人 对 的重整申请，并指定 担任管理人。债权人应自公告之日起三十日内向管理人申报债权，书面说明债权数额和有无财产担保，并提交有关证据。 广东省人民法院 (234, 1148, 326, 1166)
notice-item: 上海市人：本院在审理 与 买卖合同纠纷一案中，因你下落不明，现依法向你公告送达民事判决书。自公告之日起六十日内来本院领取，逾期则视为送达。如不服本判决，可在公告期满后十五日内向本院递交上诉状，上诉于 中级人民法院。逾期本判决即发生法律效力。 上海市人民法院 (123, 1148, 215, 1174)
notice-item: 江苏省人：本院于 立案受理申请人 对 的重整申请，并指定 担任管理人。债权人应自公告之日起三十日内向管理人申报债权，书面说明债权数额和有无财产担保，并提交有关证据。 (4, 886, 96, 899)
notice-item: 四川省人：遗失声明：营业执照正本、副本、公章、财务专用章、法人章遗失，特此声明作废。注销公告：经股东会决议，拟向公司登记机关申请注销登记，请债权人自本公告之日起四十五日内向本公司清算组申报债权。 (4, 1246, 97, 1263)
notice-item: 湖北省人：本院受理 诉 公告送达起诉状副本、应诉通知书、举证通知书、开庭传票等。自公告之日起经过三十日即视为送达。提出答辩状和举证的期限分别为公告期满后十五日和三十日内。并定于举证期满后第三日上午9时(遇法定节假日顺延)在本院第 法庭公开开庭审理，逾期将依法缺席裁判。 湖北省人民法院 (343, 352, 435, 377)
notice-item: 江苏省人：本院受理申请人 申请宣告 死亡一案，经查：下落不明已满四年。现发出寻找下落不明人公告，下落不明人应当自公告之日起一年内向本院申报其具体地址及联系方式。如期满仍不能确定下落不明人的下落，本院将依法判决宣告其死亡。 (343, 499, 435, 516)
notice-item: 四川省人：本院在审理 与 买卖合同纠纷一案中，因你下落不明，现依法向你公告送达民事判决书。自公告之日起六十日内来本院领取，逾期则视为送达。如不服本判决，可在公告期满后十五日内向本院递交上诉状，上诉于 中级人民法院。逾期本判决即发生法律效力。 (4, 384, 96, 406)
notice-item: 湖北省人：本院在审理 与 买卖合同纠纷一案中，因你下落不明，现依法向你公告送达民事判决书。自公告之日起六十日内来本院领取，逾期则视为送达。如不服本判决，可在公告期满后十五日内向本院递交上诉状，上诉于 中级人民法院。逾期本判决即发生法律效力。 (234, 882, 326, 903)
notice-item: 广东省人：本院受理申请人 申请宣告 死亡一案，经查：下落不明已满四年。现发出寻找下落不明人公告，下落不明人应当自公告之日起一年内向本院申报其具体地址及联系方式。如期满仍不能确定下落不明人的下落，本院将依法判决宣告其死亡。 广东省人民法院 (234, 1322, 326, 1343)
notice-item: 江苏省人：本院在审理 与 买卖合同纠纷一案中，因你下落不明，现依法向你公告送达民事判决书。自公告之日起六十日内来本院领取，逾期则视为送达。如不服本判决，可在公告期满后十五日内向本院递交上诉状，上诉于 中级人民法院。逾期本判决即发生法律效力。 江苏省人民法院 (123, 1033, 215, 1058)
notice-item: 湖北省人：本院受理 诉 公告送达起诉状副本、应诉通知书、举证通知书、开庭传票等。自公告之日起经过三十日即视为送达。提出答辩状和举证的期限分别为公告期满后十五日和三十日内。并定于举证期满后第三日上午9时(遇法定节假日顺延)在本院第 法庭公开开庭审理，逾期将依法缺席裁判。 湖北省人民法院 (4, 1264, 96, 1289)
notice-item: 北京市人：本院受理 与 民间借贷纠纷一案，现依法向你公告送达起诉状副本、应诉通知书、举证通知书、合议庭组成人员通知书及开庭传票。自本公告发出之日起经过三十日即视为送达。 北京市人民法院 (343, 1132, 435, 1150)
notice-item: 北京市人：本院于 立案受理申请人 对 的重整申请，并指定 担任管理人。债权人应自公告之日起三十日内向管理人申报债权，书面说明债权数额和有无财产担保，并提交有关证据。 (123, 957, 215, 971)
notice-item: 浙江省人：本院受理申请人 申请宣告 死亡一案，经查：下落不明已满四年。现发出寻找下落不明人公告，下落不明人应当自公告之日起一年内向本院申报其具体地址及联系方式。如期满仍不能确定下落不明人的下落，本院将依法判决宣告其死亡。 (123, 323, 215, 340)
notice-item: 北京市人：遗失声明：营业执照正本、副本、公章、财务专用章、法人章遗失，特此声明作废。注销公告：经股东会决议，拟向公司登记机关申请注销登记，请债权人自本公告之日起四十五日内向本公司清算组申报债权。 (234, 935, 327, 953)
column-header-4: 公告专栏 (343, 91, 435, 107)
notice-item: 上海市人：本院受理 诉 公告送达起诉状副本、应诉通知书、举证通知书、开庭传票等。自公告之日起经过三十日即视为送达。提出答辩状和举证的期限分别为公告期满后十五日和三十日内。并定于举证期满后第三日上午9时(遇法定节假日顺延)在本院第 法庭公开开庭审理，逾期将依法缺席裁判。 (234, 607, 326, 628)
notice-item: 河南省人：本院在审理 与 买卖合同纠纷一案中，因你下落不明，现依法向你公告送达民事判决书。自公告之日起六十日内来本院领取，逾期则视为送达。如不服本判决，可在公告期满后十五日内向本院递交上诉状，上诉于 中级人民法院。逾期本判决即发生法律效力。 (4, 615, 96, 637)
notice-item: 湖北省人：本院受理 与 民间借贷纠纷一案，现依法向你公告送达起诉状副本、应诉通知书、举证通知书、合议庭组成人员通知书及开庭传票。自本公告发出之日起经过三十日即视为送达。 湖北省人民法院 (343, 896, 435, 913)
notice-item: 江苏省人：本院受理 与 民间借贷纠纷一案，现依法向你公告送达起诉状副本、应诉通知书、举证通知书、合议庭组成人员通知书及开庭传票。自本公告发出之日起经过三十日即视为送达。 (234, 1366, 326, 1379)
notice-item: 北京市人：本院受理 诉 公告送达起诉状副本、应诉通知书、举证通知书、开庭传票等。自公告之日起经过三十日即视为送达。提出答辩状和举证的期限分别为公告期满后十五日和三十日内。并定于举证期满后第三日上午9时(遇法定节假日顺延)在本院第 法庭公开开庭审理，逾期将依法缺席裁判。 北京市人民法院 (4, 456, 96, 481)
notice-item: 河南省人：本院受理 诉 公告送达起诉状副本、应诉通知书、举证通知书、开庭传票等。自公告之日起经过三十日即视为送达。提出答辩状和举证的期限分别为公告期满后十五日和三十日内。并定于举证期满后第三日上午9时(遇法定节假日顺延)在本院第 法庭公开开庭审理，逾期将依法缺席裁判。 (123, 762, 215, 784)
notice-item: 河南省人：遗失声明：营业执照正本、副本、公章、财务专用章、法人章遗失，特此声明作废。注销公告：经股东会决议，拟向公司登记机关申请注销登记，请债权人自本公告之日起四十五日内向本公司清算组申报债权。 (343, 928, 436, 945)
column-4 (343, 91, 436, 1507)
notice-item: 河南省人：本院于 立案受理申请人 对 的重整申请，并指定 担任管理人。债权人应自公告之日起三十日内向管理人申报债权，书面说明债权数额和有无财产担保，并提交有关证据。 河南省人民法院 (234, 918, 326, 935)
notice-item: 江苏省人：本院受理 诉 公告送达起诉状副本、应诉通知书、举证通知书、开庭传票等。自公告之日起经过三十日即视为送达。提出答辩状和举证的期限分别为公告期满后十五日和三十日内。并定于举证期满后第三日上午9时(遇法定节假日顺延)在本院第 法庭公开开庭审理，逾期将依法缺席裁判。 (234, 838, 326, 859)
notice-item: 山东省人：本院受理申请人 申请宣告 死亡一案，经查：下落不明已满四年。现发出寻找下落不明人公告，下落不明人应当自公告之日起一年内向本院申报其具体地址及联系方式。如期满仍不能确定下落不明人的下落，本院将依法判决宣告其死亡。 (4, 944, 96, 961)
notice-item: 江苏省人：本院受理申请人 申请宣告 死亡一案，经查：下落不明已满四年。现发出寻找下落不明人公告，下落不明人应当自公告之日起一年内向本院申报其具体地址及联系方式。如期满仍不能确定下落不明人的下落，本院将依法判决宣告其死亡。 (343, 1214, 435, 1231)
notice-item: 北京市人：本院受理 与 民间借贷纠纷一案，现依法向你公告送达起诉状副本、应诉通知书、举证通知书、合议庭组成人员通知书及开庭传票。自本公告发出之日起经过三十日即视为送达。 北京市人民法院 (4, 1330, 96, 1347)
notice-item: 北京市人：本院于 立案受理申请人 对 的重整申请，并指定 担任管理人。债权人应自公告之日起三十日内向管理人申报债权，书面说明债权数额和有无财产担保，并提交有关证据。 (123, 611, 215, 624)
notice-item: 湖北省人：本院受理申请人 申请宣告 死亡一案，经查：下落不明已满四年。现发出寻找下落不明人公告，下落不明人应当自公告之日起一年内向本院申报其具体地址及联系方式。如期满仍不能确定下落不明人的下落，本院将依法判决宣告其死亡。 (123, 1246, 215, 1263)
notice-item: 四川省人：本院受理申请人 申请宣告 死亡一案，经查：下落不明已满四年。现发出寻找下落不明人公告，下落不明人应当自公告之日起一年内向本院申报其具体地址及联系方式。如期满仍不能确定下落不明人的下落，本院将依法判决宣告其死亡。 四川省人民法院 (234, 1206, 326, 1228)
notice-item: 河南省人：本院受理 与 民间借贷纠纷一案，现依法向你公告送达起诉状副本、应诉通知书、举证通知书、合议庭组成人员通知书及开庭传票。自本公告发出之日起经过三十日即视为送达。 (123, 1290, 215, 1303)
notice-item: 山东省人：遗失声明：营业执照正本、副本、公章、财务专用章、法人章遗失，特此声明作废。注销公告：经股东会决议，拟向公司登记机关申请注销登记，请债权人自本公告之日起四十五日内向本公司清算组申报债权。 山东省人民法院 (123, 740, 216, 762)
notice-item: 北京市人：本院受理 诉 公告送达起诉状副本、应诉通知书、举证通知书、开庭传票等。自公告之日起经过三十日即视为送达。提出答辩状和举证的期限分别为公告期满后十五日和三十日内。并定于举证期满后第三日上午9时(遇法定节假日顺延)在本院第 法庭公开开庭审理，逾期将依法缺席裁判。 北京市人民法院 (4, 110, 96, 135)
column-body-3 (234, 110, 326, 1458)
notice-item: 北京市人：本院受理申请人 申请宣告 死亡一案，经查：下落不明已满四年。现发出寻找下落不明人公告，下落不明人应当自公告之日起一年内向本院申报其具体地址及联系方式。如期满仍不能确定下落不明人的下落，本院将依法判决宣告其死亡。 (123, 438, 215, 455)
notice-item: 广东省人：本院受理 诉 公告送达起诉状副本、应诉通知书、举证通知书、开庭传票等。自公告之日起经过三十日即视为送达。提出答辩状和举证的期限分别为公告期满后十五日和三十日内。并定于举证期满后第三日上午9时(遇法定节假日顺延)在本院第 法庭公开开庭审理，逾期将依法缺席裁判。 (123, 993, 215, 1015)
notice-item: 上海市人：本院受理申请人 申请宣告 死亡一案，经查：下落不明已满四年。现发出寻找下落不明人公告，下落不明人应当自公告之日起一年内向本院申报其具体地址及联系方式。如期满仍不能确定下落不明人的下落，本院将依法判决宣告其死亡。 (343, 1329, 435, 1346)
notice-item: 北京市人：本院在审理 与 买卖合同纠纷一案中，因你下落不明，现依法向你公告送达民事判决书。自公告之日起六十日内来本院领取，逾期则视为送达。如不服本判决，可在公告期满后十五日内向本院递交上诉状，上诉于 中级人民法院。逾期本判决即发生法律效力。 (234, 766, 326, 788)
label-2-3: 2/3 中缝 (140, 62, 197, 77)
notice-item: 上海市人：本院受理申请人 申请宣告 死亡一案，经查：下落不明已满四年。现发出寻找下落不明人公告，下落不明人应当自公告之日起一年内向本院申报其具体地址及联系方式。如期满仍不能确定下落不明人的下落，本院将依法判决宣告其死亡。 (4, 828, 96, 845)
notice-item: 浙江省人：本院受理 与 民间借贷纠纷一案，现依法向你公告送达起诉状副本、应诉通知书、举证通知书、合议庭组成人员通知书及开庭传票。自本公告发出之日起经过三十日即视为送达。 浙江省人民法院 (4, 522, 96, 539)
notice-banner: 合并公告 (381, 654, 397, 659)
notice-item: 江苏省人：本院受理 诉 公告送达起诉状副本、应诉通知书、举证通知书、开庭传票等。自公告之日起经过三十日即视为送达。提出答辩状和举证的期限分别为公告期满后十五日和三十日内。并定于举证期满后第三日上午9时(遇法定节假日顺延)在本院第 法庭公开开庭审理，逾期将依法缺席裁判。 (234, 145, 326, 167)
notice-item: 河南省人：本院在审理 与 买卖合同纠纷一案中，因你下落不明，现依法向你公告送达民事判决书。自公告之日起六十日内来本院领取，逾期则视为送达。如不服本判决，可在公告期满后十五日内向本院递交上诉状，上诉于 中级人民法院。逾期本判决即发生法律效力。 (4, 269, 96, 290)
notice-item: 上海市人：本院受理 诉 公告送达起诉状副本、应诉通知书、举证通知书、开庭传票等。自公告之日起经过三十日即视为送达。提出答辩状和举证的期限分别为公告期满后十五日和三十日内。并定于举证期满后第三日上午9时(遇法定节假日顺延)在本院第 法庭公开开庭审理，逾期将依法缺席裁判。 (234, 261, 326, 282)
notice-item: 浙江省人：本院在审理 与 买卖合同纠纷一案中，因你下落不明，现依法向你公告送达民事判决书。自公告之日起六十日内来本院领取，逾期则视为送达。如不服本判决，可在公告期满后十五日内向本院递交上诉状，上诉于 中级人民法院。逾期本判决即发生法律效力。 (234, 1344, 326, 1365)
notice-item: 浙江省人：遗失声明：营业执照正本、副本、公章、财务专用章、法人章遗失，特此声明作废。注销公告：经股东会决议，拟向公司登记机关申请注销登记，请债权人自本公告之日起四十五日内向本公司清算组申报债权。 (234, 820, 327, 837)
notice-item: 山东省人：本院受理 诉 公告送达起诉状副本、应诉通知书、举证通知书、开庭传票等。自公告之日起经过三十日即视为送达。提出答辩状和举证的期限分别为公告期满后十五日和三十日内。并定于举证期满后第三日上午9时(遇法定节假日顺延)在本院第 法庭公开开庭审理，逾期将依法缺席裁判。 (234, 1415, 326, 1436)
notice-item: 上海市人：本院受理申请人 申请宣告 死亡一案，经查：下落不明已满四年。现发出寻找下落不明人公告，下落不明人应当自公告之日起一年内向本院申报其具体地址及联系方式。如期满仍不能确定下落不明人的下落，本院将依法判决宣告其死亡。 (4, 482, 96, 499)
notice-item: 河南省人：本院在审理 与 买卖合同纠纷一案中，因你下落不明，现依法向你公告送达民事判决书。自公告之日起六十日内来本院领取，逾期则视为送达。如不服本判决，可在公告期满后十五日内向本院递交上诉状，上诉于 中级人民法院。逾期本判决即发生法律效力。 (343, 396, 435, 417)
notice-item: 四川省人：本院在审理 与 买卖合同纠纷一案中，因你下落不明，现依法向你公告送达民事判决书。自公告之日起六十日内来本院领取，逾期则视为送达。如不服本判决，可在公告期满后十五日内向本院递交上诉状，上诉于 中级人民法院。逾期本判决即发生法律效力。 (4, 731, 96, 752)
notice-item: 浙江省人：本院受理 与 民间借贷纠纷一案，现依法向你公告送达起诉状副本、应诉通知书、举证通知书、合议庭组成人员通知书及开庭传票。自本公告发出之日起经过三十日即视为送达。 浙江省人民法院 (4, 1214, 96, 1232)
notice-item: 湖北省人：本院于 立案受理申请人 对 的重整申请，并指定 担任管理人。债权人应自公告之日起三十日内向管理人申报债权，书面说明债权数额和有无财产担保，并提交有关证据。 (123, 1073, 215, 1086)
notice-item: 江苏省人：本院受理 与 民间借贷纠纷一案，现依法向你公告送达起诉状副本、应诉通知书、举证通知书、合议庭组成人员通知书及开庭传票。自本公告发出之日起经过三十日即视为送达。 (234, 327, 326, 340)
notice-item: 北京市人：本院在审理 与 买卖合同纠纷一案中，因你下落不明，现依法向你公告送达民事判决书。自公告之日起六十日内来本院领取，逾期则视为送达。如不服本判决，可在公告期满后十五日内向本院递交上诉状，上诉于 中级人民法院。逾期本判决即发生法律效力。 (234, 1113, 326, 1134)
notice-item: 上海市人：本院在审理 与 买卖合同纠纷一案中，因你下落不明，现依法向你公告送达民事判决书。自公告之日起六十日内来本院领取，逾期则视为送达。如不服本判决，可在公告期满后十五日内向本院递交上诉状，上诉于 中级人民法院。逾期本判决即发生法律效力。 上海市人民法院 (123, 456, 215, 481)
notice-item: 北京市人：遗失声明：营业执照正本、副本、公章、财务专用章、法人章遗失，特此声明作废。注销公告：经股东会决议，拟向公司登记机关申请注销登记，请债权人自本公告之日起四十五日内向本公司清算组申报债权。 (234, 1282, 327, 1299)
notice-item: 四川省人：本院于 立案受理申请人 对 的重整申请，并指定 担任管理人。债权人应自公告之日起三十日内向管理人申报债权，书面说明债权数额和有无财产担保，并提交有关证据。 四川省人民法院 (234, 1379, 326, 1397)
notice-item: 山东省人：遗失声明：营业执照正本、副本、公章、财务专用章、法人章遗失，特此声明作废。注销公告：经股东会决议，拟向公司登记机关申请注销登记，请债权人自本公告之日起四十五日内向本公司清算组申报债权。 山东省人民法院 (123, 1087, 216, 1108)
notice-item: 江苏省人：本院在审理 与 买卖合同纠纷一案中，因你下落不明，现依法向你公告送达民事判决书。自公告之日起六十日内来本院领取，逾期则视为送达。如不服本判决，可在公告期满后十五日内向本院递交上诉状，上诉于 中级人民法院。逾期本判决即发生法律效力。 江苏省人民法院 (123, 340, 215, 366)
notice-item: 江苏省人：本院受理申请人 申请宣告 死亡一案，经查：下落不明已满四年。现发出寻找下落不明人公告，下落不明人应当自公告之日起一年内向本院申报其具体地址及联系方式。如期满仍不能确定下落不明人的下落，本院将依法判决宣告其死亡。 (4, 1405, 96, 1423)
column-body-4 (343, 110, 435, 1507)
notice-item: 湖北省人：本院受理 诉 公告送达起诉状副本、应诉通知书、举证通知书、开庭传票等。自公告之日起经过三十日即视为送达。提出答辩状和举证的期限分别为公告期满后十五日和三十日内。并定于举证期满后第三日上午9时(遇法定节假日顺延)在本院第 法庭公开开庭审理，逾期将依法缺席裁判。 湖北省人民法院 (4, 225, 96, 250)
notice-item: 江苏省人：本院在审理 与 买卖合同纠纷一案中，因你下落不明，现依法向你公告送达民事判决书。自公告之日起六十日内来本院领取，逾期则视为送达。如不服本判决，可在公告期满后十五日内向本院递交上诉状，上诉于 中级人民法院。逾期本判决即发生法律效力。 江苏省人民法院 (123, 1379, 215, 1405)
notice-item: 山东省人：本院受理 诉 公告送达起诉状副本、应诉通知书、举证通知书、开庭传票等。自公告之日起经过三十日即视为送达。提出答辩状和举证的期限分别为公告期满后十五日和三十日内。并定于举证期满后第三日上午9时(遇法定节假日顺延)在本院第 法庭公开开庭审理，逾期将依法缺席裁判。 (234, 722, 326, 744)
notice-item: 广东省人：本院受理 与 民间借贷纠纷一案，现依法向你公告送达起诉状副本、应诉通知书、举证通知书、合议庭组成人员通知书及开庭传票。自本公告发出之日起经过三十日即视为送达。 (123, 1175, 215, 1188)
notice-item: 山东省人：本院受理 与 民间借贷纠纷一案，现依法向你公告送达起诉状副本、应诉通知书、举证通知书、合议庭组成人员通知书及开庭传票。自本公告发出之日起经过三十日即视为送达。 (234, 557, 326, 571)
notice-item: 湖北省人：本院在审理 与 买卖合同纠纷一案中，因你下落不明，现依法向你公告送达民事判决书。自公告之日起六十日内来本院领取，逾期则视为送达。如不服本判决，可在公告期满后十五日内向本院递交上诉状，上诉于 中级人民法院。逾期本判决即发生法律效力。 (234, 1228, 326, 1249)
notice-item: 广东省人：本院在审理 与 买卖合同纠纷一案中，因你下落不明，现依法向你公告送达民事判决书。自公告之日起六十日内来本院领取，逾期则视为送达。如不服本判决，可在公告期满后十五日内向本院递交上诉状，上诉于 中级人民法院。逾期本判决即发生法律效力。 (4, 153, 96, 175)
notice-item: 河南省人：本院在审理 与 买卖合同纠纷一案中，因你下落不明，现依法向你公告送达民事判决书。自公告之日起六十日内来本院领取，逾期则视为送达。如不服本判决，可在公告期满后十五日内向本院递交上诉状，上诉于 中级人民法院。逾期本判决即发生法律效力。 (4, 1308, 96, 1329)
notice-banner: 注销公告 (381, 1182, 397, 1187)
notice-item: 湖北省人：遗失声明：营业执照正本、副本、公章、财务专用章、法人章遗失，特此声明作废。注销公告：经股东会决议，拟向公司登记机关申请注销登记，请债权人自本公告之日起四十五日内向本公司清算组申报债权。 (234, 358, 327, 376)
notice-item: 广东省人：本院在审理 与 买卖合同纠纷一案中，因你下落不明，现依法向你公告送达民事判决书。自公告之日起六十日内来本院领取，逾期则视为送达。如不服本判决，可在公告期满后十五日内向本院递交上诉状，上诉于 中级人民法院。逾期本判决即发生法律效力。 (343, 274, 435, 296)
notice-item: 上海市人：本院于 立案受理申请人 对 的重整申请，并指定 担任管理人。债权人应自公告之日起三十日内向管理人申报债权，书面说明债权数额和有无财产担保，并提交有关证据。 (343, 1150, 435, 1164)
notice-item: 山东省人：本院受理 与 民间借贷纠纷一案，现依法向你公告送达起诉状副本、应诉通知书、举证通知书、合议庭组成人员通知书及开庭传票。自本公告发出之日起经过三十日即视为送达。 (234, 1250, 326, 1263)
notice-item: 江苏省人：遗失声明：营业执照正本、副本、公章、财务专用章、法人章遗失，特此声明作废。注销公告：经股东会决议，拟向公司登记机关申请注销登记，请债权人自本公告之日起四十五日内向本公司清算组申报债权。 江苏省人民法院 (123, 509, 216, 531)
notice-item: 山东省人：本院在审理 与 买卖合同纠纷一案中，因你下落不明，现依法向你公告送达民事判决书。自公告之日起六十日内来本院领取，逾期则视为送达。如不服本判决，可在公告期满后十五日内向本院递交上诉状，上诉于 中级人民法院。逾期本判决即发生法律效力。 山东省人民法院 (123, 571, 215, 597)
notice-banner: 减资公告 (381, 467, 397, 472)
column-body-2 (123, 110, 215, 1454)
notice-item: 山东省人：本院于 立案受理申请人 对 的重整申请，并指定 担任管理人。债权人应自公告之日起三十日内向管理人申报债权，书面说明债权数额和有无财产担保，并提交有关证据。 (4, 770, 96, 784)
label-6-7: 6/7 中缝 (355, 62, 412, 77)
column-labels (0, 0, 450, 77)
notice-item: 湖北省人：本院受理 与 民间借贷纠纷一案，现依法向你公告送达起诉状副本、应诉通知书、举证通知书、合议庭组成人员通知书及开庭传票。自本公告发出之日起经过三十日即视为送达。 湖北省人民法院 (4, 1099, 96, 1116)
notice-item: 四川省人：本院在审理 与 买卖合同纠纷一案中，因你下落不明，现依法向你公告送达民事判决书。自公告之日起六十日内来本院领取，逾期则视为送达。如不服本判决，可在公告期满后十五日内向本院递交上诉状，上诉于 中级人民法院。逾期本判决即发生法律效力。 (4, 1077, 96, 1098)
notice-item: 北京市人：本院受理 诉 公告送达起诉状副本、应诉通知书、举证通知书、开庭传票等。自公告之日起经过三十日即视为送达。提出答辩状和举证的期限分别为公告期满后十五日和三十日内。并定于举证期满后第三日上午9时(遇法定节假日顺延)在本院第 法庭公开开庭审理，逾期将依法缺席裁判。 北京市人民法院 (343, 231, 435, 256)
notice-item: 浙江省人：遗失声明：营业执照正本、副本、公章、财务专用章、法人章遗失，特此声明作废。注销公告：经股东会决议，拟向公司登记机关申请注销登记，请债权人自本公告之日起四十五日内向本公司清算组申报债权。 (234, 127, 327, 145)
notice-item: 山东省人：本院于 立案受理申请人 对 的重整申请，并指定 担任管理人。债权人应自公告之日起三十日内向管理人申报债权，书面说明债权数额和有无财产担保，并提交有关证据。 (4, 1117, 96, 1130)
notice-item: 四川省人：遗失声明：营业执照正本、副本、公章、财务专用章、法人章遗失，特此声明作废。注销公告：经股东会决议，拟向公司登记机关申请注销登记，请债权人自本公告之日起四十五日内向本公司清算组申报债权。 (343, 1049, 436, 1066)
notice-item: 山东省人：遗失声明：营业执照正本、副本、公章、财务专用章、法人章遗失，特此声明作废。注销公告：经股东会决议，拟向公司登记机关申请注销登记，请债权人自本公告之日起四十五日内向本公司清算组申报债权。 山东省人民法院 (123, 394, 216, 415)
column-body-1 (4, 110, 96, 1462)
notice-item: 河南省人：本院在审理 与 买卖合同纠纷一案中，因你下落不明，现依法向你公告送达民事判决书。自公告之日起六十日内来本院领取，逾期则视为送达。如不服本判决，可在公告期满后十五日内向本院递交上诉状，上诉于 中级人民法院。逾期本判决即发生法律效力。 (4, 962, 96, 983)
notice-item: 浙江省人：本院受理 诉 公告送达起诉状副本、应诉通知书、举证通知书、开庭传票等。自公告之日起经过三十日即视为送达。提出答辩状和举证的期限分别为公告期满后十五日和三十日内。并定于举证期满后第三日上午9时(遇法定节假日顺延)在本院第 法庭公开开庭审理，逾期将依法缺席裁判。 浙江省人民法院 (4, 1033, 96, 1058)
notice-item: 浙江省人：本院受理 诉 公告送达起诉状副本、应诉通知书、举证通知书、开庭传票等。自公告之日起经过三十日即视为送达。提出答辩状和举证的期限分别为公告期满后十五日和三十日内。并定于举证期满后第三日上午9时(遇法定节假日顺延)在本院第 法庭公开开庭审理，逾期将依法缺席裁判。 浙江省人民法院 (343, 1188, 435, 1213)
notice-item: 浙江省人：本院受理申请人 申请宣告 死亡一案，经查：下落不明已满四年。现发出寻找下落不明人公告，下落不明人应当自公告之日起一年内向本院申报其具体地址及联系方式。如期满仍不能确定下落不明人的下落，本院将依法判决宣告其死亡。 (123, 1015, 215, 1032)
notice-item: 北京市人：遗失声明：营业执照正本、副本、公章、财务专用章、法人章遗失，特此声明作废。注销公告：经股东会决议，拟向公司登记机关申请注销登记，请债权人自本公告之日起四十五日内向本公司清算组申报债权。 (234, 589, 327, 606)
notice-item: 四川省人：本院受理 诉 公告送达起诉状副本、应诉通知书、举证通知书、开庭传票等。自公告之日起经过三十日即视为送达。提出答辩状和举证的期限分别为公告期满后十五日和三十日内。并定于举证期满后第三日上午9时(遇法定节假日顺延)在本院第 法庭公开开庭审理，逾期将依法缺席裁判。 (123, 878, 215, 899)
notice-item: 四川省人：本院在审理 与 买卖合同纠纷一案中，因你下落不明，现依法向你公告送达民事判决书。自公告之日起六十日内来本院领取，逾期则视为送达。如不服本判决，可在公告期满后十五日内向本院递交上诉状，上诉于 中级人民法院。逾期本判决即发生法律效力。 (343, 159, 435, 180)
notice-item: 广东省人：遗失声明：营业执照正本、副本、公章、财务专用章、法人章遗失，特此声明作废。注销公告：经股东会决议，拟向公司登记机关申请注销登记，请债权人自本公告之日起四十五日内向本公司清算组申报债权。 (4, 669, 97, 686)
notice-item: 山东省人：本院于 立案受理申请人 对 的重整申请，并指定 担任管理人。债权人应自公告之日起三十日内向管理人申报债权，书面说明债权数额和有无财产担保，并提交有关证据。 (343, 199, 435, 212)
notice-banner: 注销公告 (381, 296, 397, 301)
notice-item: 江苏省人：本院于 立案受理申请人 对 的重整申请，并指定 担任管理人。债权人应自公告之日起三十日内向管理人申报债权，书面说明债权数额和有无财产担保，并提交有关证据。 (343, 320, 435, 333)
notice-item: 四川省人：遗失声明：营业执照正本、副本、公章、财务专用章、法人章遗失，特此声明作废。注销公告：经股东会决议，拟向公司登记机关申请注销登记，请债权人自本公告之日起四十五日内向本公司清算组申报债权。 (343, 1406, 436, 1423)
notice-item: 河南省人：本院受理 与 民间借贷纠纷一案，现依法向你公告送达起诉状副本、应诉通知书、举证通知书、合议庭组成人员通知书及开庭传票。自本公告发出之日起经过三十日即视为送达。 (123, 597, 215, 610)
notice-item: 山东省人：本院受理申请人 申请宣告 死亡一案，经查：下落不明已满四年。现发出寻找下落不明人公告，下落不明人应当自公告之日起一年内向本院申报其具体地址及联系方式。如期满仍不能确定下落不明人的下落，本院将依法判决宣告其死亡。 (343, 1450, 435, 1467)
notice-item: 湖北省人：本院于 立案受理申请人 对 的重整申请，并指定 担任管理人。债权人应自公告之日起三十日内向管理人申报债权，书面说明债权数额和有无财产担保，并提交有关证据。 (123, 1419, 215, 1432)
notice-item: 江苏省人：本院受理申请人 申请宣告 死亡一案，经查：下落不明已满四年。现发出寻找下落不明人公告，下落不明人应当自公告之日起一年内向本院申报其具体地址及联系方式。如期满仍不能确定下落不明人的下落，本院将依法判决宣告其死亡。 (343, 856, 435, 873)
notice-item: 湖北省人：本院受理 诉 公告送达起诉状副本、应诉通知书、举证通知书、开庭传票等。自公告之日起经过三十日即视为送达。提出答辩状和举证的期限分别为公告期满后十五日和三十日内。并定于举证期满后第三日上午9时(遇法定节假日顺延)在本院第 法庭公开开庭审理，逾期将依法缺席裁判。 湖北省人民法院 (4, 918, 96, 943)
notice-item: 河南省人：本院受理申请人 申请宣告 死亡一案，经查：下落不明已满四年。现发出寻找下落不明人公告，下落不明人应当自公告之日起一年内向本院申报其具体地址及联系方式。如期满仍不能确定下落不明人的下落，本院将依法判决宣告其死亡。 河南省人民法院 (234, 1437, 326, 1458)
notice-banner: 遗失声明 (381, 1011, 397, 1016)
notice-item: 上海市人：本院受理 与 民间借贷纠纷一案，现依法向你公告送达起诉状副本、应诉通知书、举证通知书、合议庭组成人员通知书及开庭传票。自本公告发出之日起经过三十日即视为送达。 (234, 788, 326, 802)
notice-item: 浙江省人：本院于 立案受理申请人 对 的重整申请，并指定 担任管理人。债权人应自公告之日起三十日内向管理人申报债权，书面说明债权数额和有无财产担保，并提交有关证据。 (123, 1188, 215, 1201)
notice-item: 上海市人：本院受理申请人 申请宣告 死亡一案，经查：下落不明已满四年。现发出寻找下落不明人公告，下落不明人应当自公告之日起一年内向本院申报其具体地址及联系方式。如期满仍不能确定下落不明人的下落，本院将依法判决宣告其死亡。 (4, 1175, 96, 1192)
notice-item: 山东省人：本院受理申请人 申请宣告 死亡一案，经查：下落不明已满四年。现发出寻找下落不明人公告，下落不明人应当自公告之日起一年内向本院申报其具体地址及联系方式。如期满仍不能确定下落不明人的下落，本院将依法判决宣告其死亡。 (343, 378, 435, 395)
notice-item: 上海市人：遗失声明：营业执照正本、副本、公章、财务专用章、法人章遗失，特此声明作废。注销公告：经股东会决议，拟向公司登记机关申请注销登记，请债权人自本公告之日起四十五日内向本公司清算组申报债权。 上海市人民法院 (123, 1318, 216, 1339)
notice-item: 北京市人：本院受理 与 民间借贷纠纷一案，现依法向你公告送达起诉状副本、应诉通知书、举证通知书、合议庭组成人员通知书及开庭传票。自本公告发出之日起经过三十日即视为送达。 北京市人民法院 (343, 1490, 435, 1507)
notice-item: 上海市人：本院受理 与 民间借贷纠纷一案，现依法向你公告送达起诉状副本、应诉通知书、举证通知书、合议庭组成人员通知书及开庭传票。自本公告发出之日起经过三十日即视为送达。 (234, 1135, 326, 1148)
notice-item: 广东省人：本院在审理 与 买卖合同纠纷一案中，因你下落不明，现依法向你公告送达民事判决书。自公告之日起六十日内来本院领取，逾期则视为送达。如不服本判决，可在公告期满后十五日内向本院递交上诉状，上诉于 中级人民法院。逾期本判决即发生法律效力。 (343, 989, 435, 1011)
notice-item: 北京市人：本院受理 诉 公告送达起诉状副本、应诉通知书、举证通知书、开庭传票等。自公告之日起经过三十日即视为送达。提出答辩状和举证的期限分别为公告期满后十五日和三十日内。并定于举证期满后第三日上午9时(遇法定节假日顺延)在本院第 法庭公开开庭审理，逾期将依法缺席裁判。 北京市人民法院 (343, 946, 435, 971)
notice-item: 江苏省人：本院受理 与 民间借贷纠纷一案，现依法向你公告送达起诉状副本、应诉通知书、举证通知书、合议庭组成人员通知书及开庭传票。自本公告发出之日起经过三十日即视为送达。 (234, 673, 326, 686)
notice-item: 浙江省人：本院于 立案受理申请人 对 的重整申请，并指定 担任管理人。债权人应自公告之日起三十日内向管理人申报债权，书面说明债权数额和有无财产担保，并提交有关证据。 (123, 496, 215, 509)
notice-item: 山东省人：本院受理申请人 申请宣告 死亡一案，经查：下落不明已满四年。现发出寻找下落不明人公告，下落不明人应当自公告之日起一年内向本院申报其具体地址及联系方式。如期满仍不能确定下落不明人的下落，本院将依法判决宣告其死亡。 (4, 251, 96, 268)
notice-item: 湖北省人：本院受理 与 民间借贷纠纷一案，现依法向你公告送达起诉状副本、应诉通知书、举证通知书、合议庭组成人员通知书及开庭传票。自本公告发出之日起经过三十日即视为送达。 湖北省人民法院 (343, 539, 435, 556)
notice-item: 北京市人：本院于 立案受理申请人 对 的重整申请，并指定 担任管理人。债权人应自公告之日起三十日内向管理人申报债权，书面说明债权数额和有无财产担保，并提交有关证据。 (123, 1304, 215, 1317)
notice-item: 广东省人：遗失声明：营业执照正本、副本、公章、财务专用章、法人章遗失，特此声明作废。注销公告：经股东会决议，拟向公司登记机关申请注销登记，请债权人自本公告之日起四十五日内向本公司清算组申报债权。 (4, 323, 97, 340)
notice-item: 湖北省人：本院受理 与 民间借贷纠纷一案，现依法向你公告送达起诉状副本、应诉通知书、举证通知书、合议庭组成人员通知书及开庭传票。自本公告发出之日起经过三十日即视为送达。 湖北省人民法院 (4, 406, 96, 424)
notice-item: 湖北省人：本院受理 与 民间借贷纠纷一案，现依法向你公告送达起诉状副本、应诉通知书、举证通知书、合议庭组成人员通知书及开庭传票。自本公告发出之日起经过三十日即视为送达。 湖北省人民法院 (4, 753, 96, 770)
notice-item: 广东省人：本院受理 诉 公告送达起诉状副本、应诉通知书、举证通知书、开庭传票等。自公告之日起经过三十日即视为送达。提出答辩状和举证的期限分别为公告期满后十五日和三十日内。并定于举证期满后第三日上午9时(遇法定节假日顺延)在本院第 法庭公开开庭审理，逾期将依法缺席裁判。 (123, 647, 215, 668)
notice-item: 山东省人：本院受理申请人 申请宣告 死亡一案，经查：下落不明已满四年。现发出寻找下落不明人公告，下落不明人应当自公告之日起一年内向本院申报其具体地址及联系方式。如期满仍不能确定下落不明人的下落，本院将依法判决宣告其死亡。 (343, 1093, 435, 1110)
notice-item: 湖北省人：本院受理申请人 申请宣告 死亡一案，经查：下落不明已满四年。现发出寻找下落不明人公告，下落不明人应当自公告之日起一年内向本院申报其具体地址及联系方式。如期满仍不能确定下落不明人的下落，本院将依法判决宣告其死亡。 (123, 553, 215, 571)
notice-item: 河南省人：本院在审理 与 买卖合同纠纷一案中，因你下落不明，现依法向你公告送达民事判决书。自公告之日起六十日内来本院领取，逾期则视为送达。如不服本判决，可在公告期满后十五日内向本院递交上诉状，上诉于 中级人民法院。逾期本判决即发生法律效力。 (343, 1111, 435, 1132)
notice-item: 河南省人：本院受理 与 民间借贷纠纷一案，现依法向你公告送达起诉状副本、应诉通知书、举证通知书、合议庭组成人员通知书及开庭传票。自本公告发出之日起经过三十日即视为送达。 (123, 944, 215, 957)
notice-item: 上海市人：本院受理申请人 申请宣告 死亡一案，经查：下落不明已满四年。现发出寻找下落不明人公告，下落不明人应当自公告之日起一年内向本院申报其具体地址及联系方式。如期满仍不能确定下落不明人的下落，本院将依法判决宣告其死亡。 (343, 972, 435, 989)
notice-item: 河南省人：本院于 立案受理申请人 对 的重整申请，并指定 担任管理人。债权人应自公告之日起三十日内向管理人申报债权，书面说明债权数额和有无财产担保，并提交有关证据。 河南省人民法院 (234, 571, 326, 589)
notice-item: 湖北省人：本院在审理 与 买卖合同纠纷一案中，因你下落不明，现依法向你公告送达民事判决书。自公告之日起六十日内来本院领取，逾期则视为送达。如不服本判决，可在公告期满后十五日内向本院递交上诉状，上诉于 中级人民法院。逾期本判决即发生法律效力。 (234, 536, 326, 557)
notice-item: 浙江省人：本院于 立案受理申请人 对 的重整申请，并指定 担任管理人。债权人应自公告之日起三十日内向管理人申报债权，书面说明债权数额和有无财产担保，并提交有关证据。 (123, 842, 215, 855)
